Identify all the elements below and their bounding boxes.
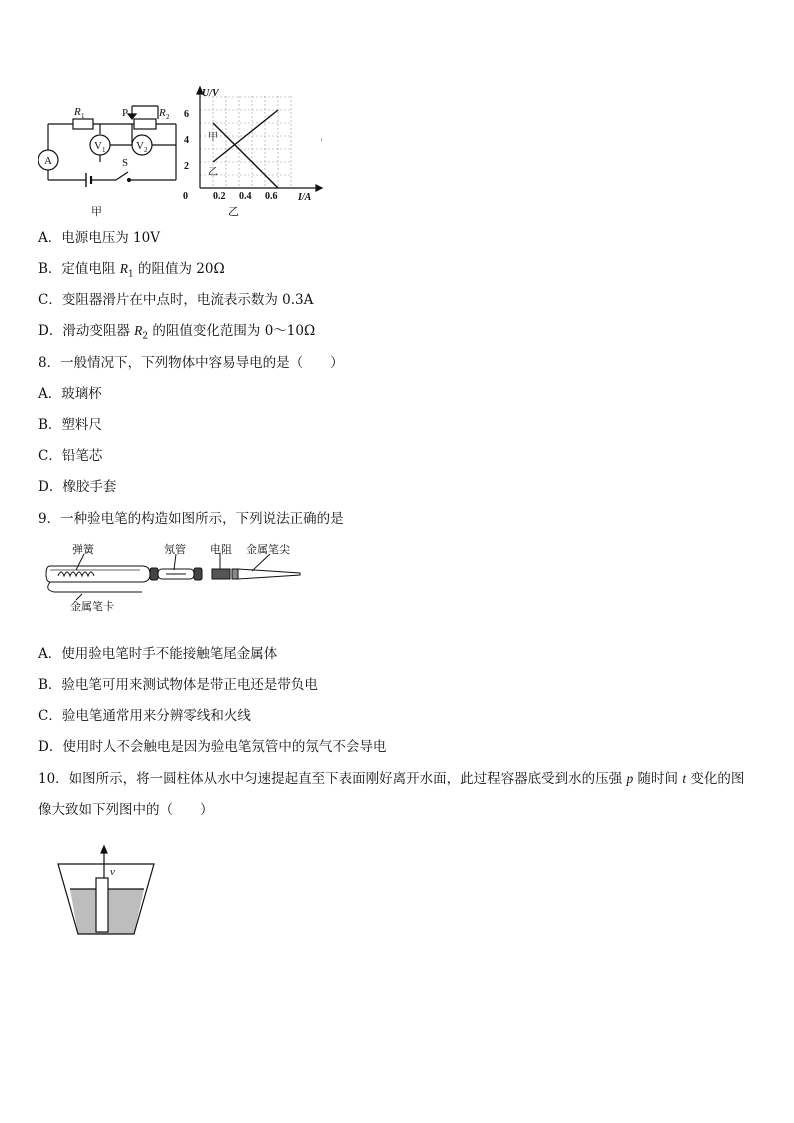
y-tick: 4	[184, 135, 189, 146]
svg-text:2: 2	[166, 113, 170, 121]
margin-mark: '	[320, 136, 324, 149]
svg-text:电阻: 电阻	[210, 544, 232, 556]
q9-option-b: B．验电笔可用来测试物体是带正电还是带负电	[38, 677, 318, 693]
q9-option-c: C．验电笔通常用来分辨零线和火线	[38, 708, 251, 724]
q9-option-d: D．使用时人不会触电是因为验电笔氖管中的氖气不会导电	[38, 739, 387, 755]
resistor-r1	[73, 119, 93, 129]
line-jia	[213, 123, 278, 188]
q8-option-d: D．橡胶手套	[38, 479, 117, 495]
svg-text:A: A	[44, 155, 52, 167]
svg-text:V: V	[136, 140, 144, 152]
svg-text:S: S	[122, 157, 129, 169]
resistor-r2	[134, 119, 156, 129]
svg-text:1: 1	[102, 146, 106, 154]
svg-text:R: R	[159, 107, 166, 119]
svg-text:氖管: 氖管	[164, 544, 186, 556]
x-tick: 0.6	[265, 191, 278, 202]
q8-stem: 8．一般情况下，下列物体中容易导电的是（ ）	[38, 355, 344, 371]
svg-text:I/A: I/A	[298, 192, 312, 203]
svg-text:U/V: U/V	[202, 88, 219, 99]
metal-tip	[238, 569, 300, 579]
line-yi-label: 乙	[208, 167, 218, 178]
q7-option-b: B．定值电阻 $R_1$ 的阻值为 20Ω	[38, 261, 225, 280]
switch-s	[116, 172, 128, 180]
spring	[58, 572, 94, 576]
cylinder	[96, 878, 108, 932]
q8-option-a: A．玻璃杯	[38, 386, 102, 402]
x-tick: 0.2	[213, 191, 226, 202]
q8-option-b: B．塑料尺	[38, 417, 102, 433]
svg-text:R: R	[74, 106, 81, 118]
svg-text:0: 0	[183, 191, 188, 202]
metal-clip	[48, 582, 142, 592]
line-jia-label: 甲	[208, 132, 218, 143]
q10-stem-line2: 像大致如下列图中的（ ）	[38, 802, 214, 818]
pen-body	[46, 566, 150, 582]
x-tick: 0.4	[239, 191, 252, 202]
graph-caption: 乙	[228, 205, 239, 218]
svg-text:金属笔卡: 金属笔卡	[70, 601, 114, 613]
test-pen-diagram	[42, 542, 312, 618]
q10-stem-line1: 10．如图所示，将一圆柱体从水中匀速提起直至下表面刚好离开水面，此过程容器底受到水的压强 p 随时间 t 变化的图	[38, 771, 745, 787]
y-tick: 2	[184, 161, 189, 172]
q8-option-c: C．铅笔芯	[38, 448, 103, 464]
resistor	[212, 569, 230, 579]
svg-text:1: 1	[81, 112, 85, 120]
svg-text:v: v	[110, 866, 115, 878]
q9-option-a: A．使用验电笔时手不能接触笔尾金属体	[38, 646, 278, 662]
ui-graph	[178, 84, 328, 206]
q7-option-c: C．变阻器滑片在中点时，电流表示数为 0.3A	[38, 292, 314, 308]
q7-option-d: D．滑动变阻器 $R_2$ 的阻值变化范围为 0～10Ω	[38, 323, 316, 342]
svg-text:2: 2	[144, 146, 148, 154]
svg-text:V: V	[94, 140, 102, 152]
svg-text:弹簧: 弹簧	[72, 544, 94, 556]
circuit-caption: 甲	[91, 205, 102, 218]
container-diagram	[54, 842, 158, 936]
q7-option-a: A．电源电压为 10V	[38, 230, 160, 246]
q9-stem: 9．一种验电笔的构造如图所示，下列说法正确的是	[38, 511, 344, 527]
svg-text:金属笔尖: 金属笔尖	[246, 544, 290, 556]
circuit-diagram	[38, 100, 188, 192]
y-tick: 6	[184, 109, 189, 120]
svg-text:P: P	[122, 107, 129, 119]
